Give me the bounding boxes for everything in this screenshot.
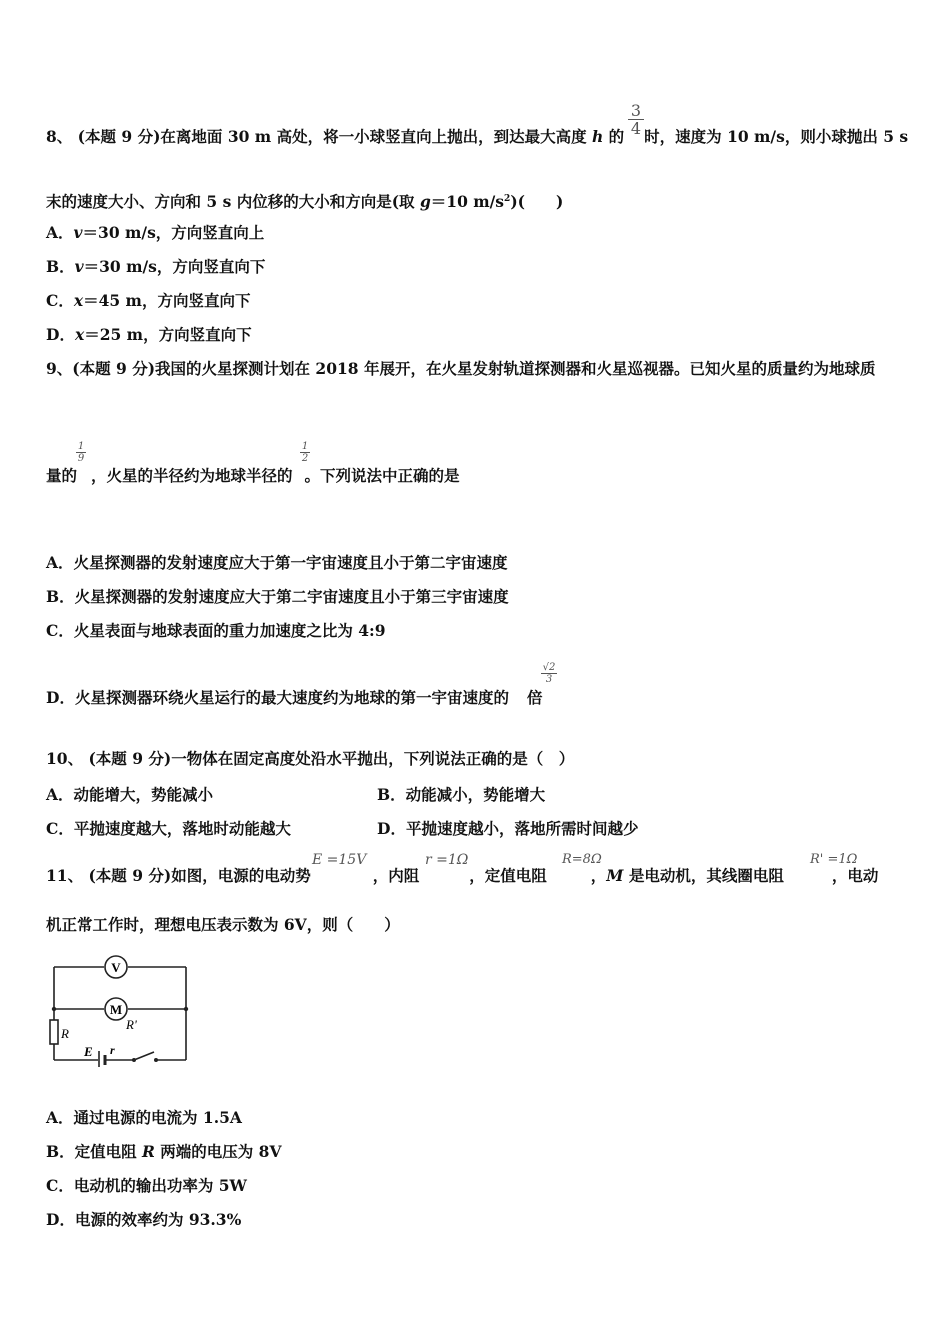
motor-label: M bbox=[109, 1002, 123, 1017]
q11-internal-resistance: r =1Ω bbox=[425, 852, 469, 868]
coil-resistance-label: R' bbox=[126, 1017, 137, 1032]
q9-optd-fraction: √2 3 bbox=[542, 662, 556, 685]
q10-option-a: A．动能增大，势能减小 bbox=[46, 785, 214, 804]
q8-stem-line1 bbox=[46, 127, 908, 147]
q8-fraction-denominator: 4 bbox=[630, 119, 642, 138]
q9-option-b: B．火星探测器的发射速度应大于第二宇宙速度且小于第三宇宙速度 bbox=[46, 587, 509, 606]
q8-text-d: 末的速度大小、方向和 5 s 内位移的大小和方向是(取 bbox=[46, 192, 420, 212]
q8-text-f: )( ) bbox=[510, 192, 564, 212]
q11-stem-line1: 11、 (本题 9 分)如图，电源的电动势 ，内阻 ，定值电阻 ，M 是电动机，其线圈电阻 ，电动 bbox=[46, 866, 879, 885]
q9-fraction-2: 1 2 bbox=[301, 441, 309, 464]
q8-superscript: 2 bbox=[504, 194, 511, 204]
q8-option-c: C．x＝45 m，方向竖直向下 bbox=[46, 291, 251, 310]
q9-option-a: A．火星探测器的发射速度应大于第一宇宙速度且小于第二宇宙速度 bbox=[46, 553, 508, 572]
q8-option-a: A．v＝30 m/s，方向竖直向上 bbox=[46, 223, 265, 242]
q9-stem-line1: 9、(本题 9 分)我国的火星探测计划在 2018 年展开，在火星发射轨道探测器和火星巡视器。已知火星的质量约为地球质 bbox=[46, 359, 876, 378]
q11-option-d: D．电源的效率约为 93.3% bbox=[46, 1210, 242, 1229]
q8-text-b: 的 bbox=[603, 127, 625, 146]
q9-option-d: D．火星探测器环绕火星运行的最大速度约为地球的第一宇宙速度的 倍 bbox=[46, 688, 543, 707]
q8-var-h: h bbox=[591, 127, 604, 146]
q8-stem-line2 bbox=[46, 189, 563, 212]
q11-stem-line2: 机正常工作时，理想电压表示数为 6V，则（ ） bbox=[46, 915, 400, 934]
q11-emf-value: E =15V bbox=[312, 852, 367, 868]
q9-stem-line2: 量的 ，火星的半径约为地球半径的 。下列说法中正确的是 bbox=[46, 466, 460, 485]
q11-coil-resistance: R' =1Ω bbox=[810, 852, 858, 867]
q8-fraction-numerator: 3 bbox=[630, 101, 642, 120]
voltmeter-label: V bbox=[111, 960, 121, 975]
q11-option-c: C．电动机的输出功率为 5W bbox=[46, 1176, 247, 1195]
q11-resistor-value: R=8Ω bbox=[562, 852, 602, 867]
q8-option-d: D．x＝25 m，方向竖直向下 bbox=[46, 325, 252, 344]
q9-option-c: C．火星表面与地球表面的重力加速度之比为 4:9 bbox=[46, 621, 386, 640]
circuit-diagram bbox=[46, 952, 191, 1067]
q8-text-c: 时，速度为 10 m/s，则小球抛出 5 s bbox=[644, 127, 909, 146]
q10-option-b: B．动能减小，势能增大 bbox=[377, 785, 546, 804]
emf-label: E bbox=[84, 1044, 93, 1059]
q8-text-a: 8、 (本题 9 分)在离地面 30 m 高处，将一小球竖直向上抛出，到达最大高度 bbox=[46, 127, 592, 146]
q10-option-c: C．平抛速度越大，落地时动能越大 bbox=[46, 819, 291, 838]
q9-fraction-1: 1 9 bbox=[77, 441, 85, 464]
q8-option-b: B．v＝30 m/s，方向竖直向下 bbox=[46, 257, 266, 276]
q10-option-d: D．平抛速度越小，落地所需时间越少 bbox=[377, 819, 639, 838]
internal-resistance-label: r bbox=[110, 1043, 115, 1057]
q11-option-a: A．通过电源的电流为 1.5A bbox=[46, 1108, 242, 1127]
q10-stem: 10、 (本题 9 分)一物体在固定高度处沿水平抛出，下列说法正确的是（ ） bbox=[46, 749, 575, 768]
q8-var-g: g bbox=[419, 192, 431, 212]
resistor-label: R bbox=[61, 1026, 69, 1041]
q8-text-e: ＝10 m/s bbox=[430, 192, 505, 212]
q11-option-b: B．定值电阻 R 两端的电压为 8V bbox=[46, 1142, 282, 1161]
